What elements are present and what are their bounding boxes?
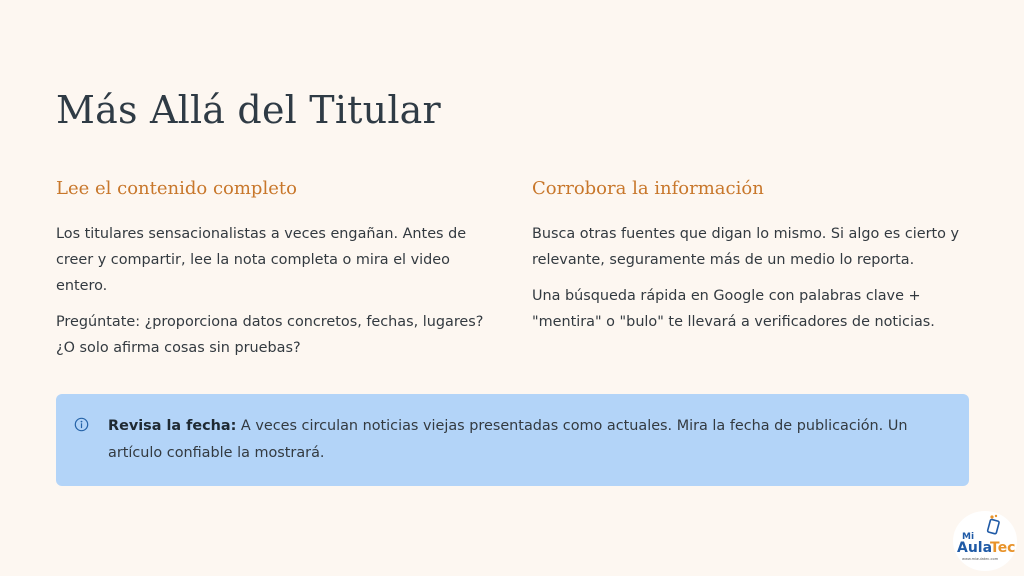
- column-left: [56, 178, 496, 371]
- slide-title: Más Allá del Titular: [56, 88, 441, 132]
- logo-mi: Mi: [962, 532, 975, 542]
- logo-aula: Aula: [957, 540, 993, 556]
- column-left-paragraph-1: Los titulares sensacionalistas a veces engañan. Antes de creer y compartir, lee la nota completa o mira el video entero.: [56, 226, 467, 294]
- info-callout-text: [108, 413, 949, 467]
- column-left-paragraph-2: Pregúntate: ¿proporciona datos concretos, fechas, lugares? ¿O solo afirma cosas sin pruebas?: [56, 314, 484, 356]
- info-icon: [74, 417, 89, 432]
- column-left-heading: Lee el contenido completo: [56, 178, 297, 199]
- info-callout-body: A veces circulan noticias viejas presentadas como actuales. Mira la fecha de publicación. Un artículo confiable la mostrará.: [108, 418, 908, 461]
- column-right-paragraph-1: Busca otras fuentes que digan lo mismo. Si algo es cierto y relevante, seguramente más de un medio lo reporta.: [532, 226, 960, 268]
- logo-url: www.miaulatec.com: [962, 557, 999, 561]
- miaulatec-logo: [952, 510, 1018, 572]
- column-right-heading: Corrobora la información: [532, 178, 764, 199]
- info-callout-label: Revisa la fecha:: [108, 418, 237, 434]
- info-callout: [56, 394, 969, 486]
- column-right-paragraph-2: Una búsqueda rápida en Google con palabras clave + "mentira" o "bulo" te llevará a verificadores de noticias.: [532, 288, 935, 330]
- column-right: [532, 178, 972, 345]
- logo-tec: Tec: [990, 540, 1016, 556]
